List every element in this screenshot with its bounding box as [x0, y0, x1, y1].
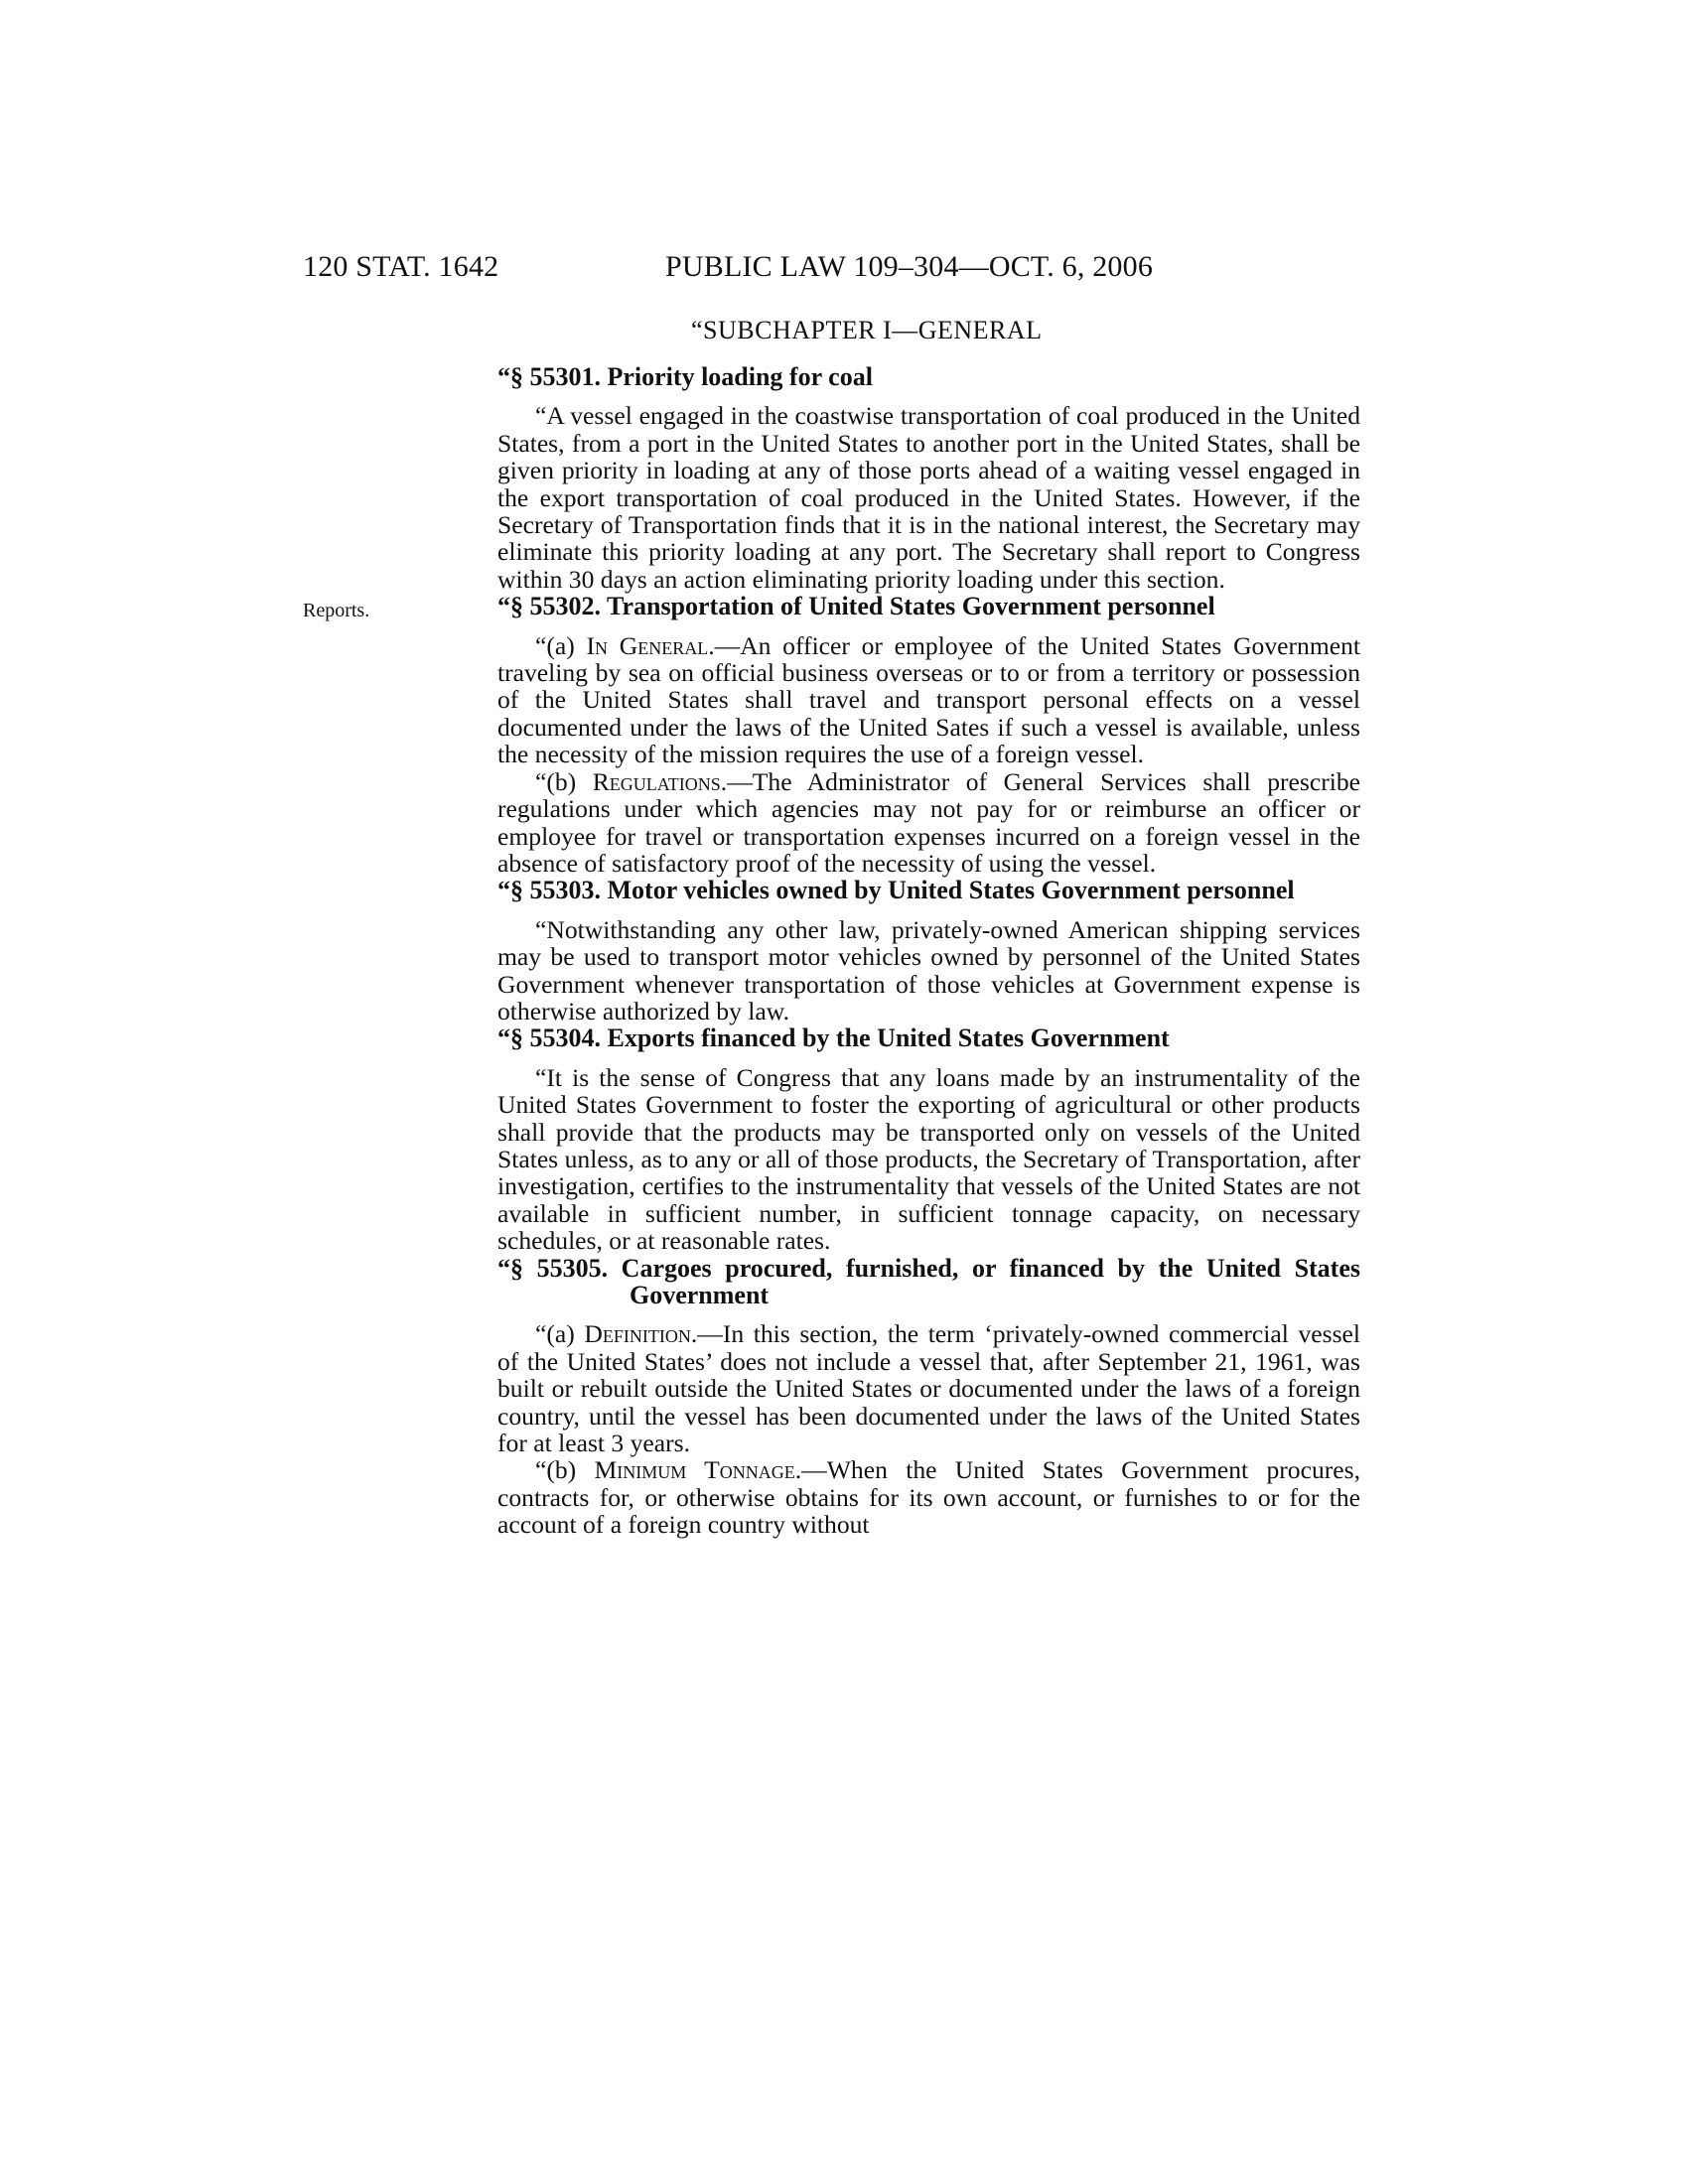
body-text [497, 363, 1360, 1539]
paragraph-lead: “(a) [535, 630, 587, 660]
paragraph-heading: Regulations [592, 766, 721, 796]
section-paragraph: “A vessel engaged in the coastwise transportation of coal produced in the United States, from a port in the United States to another port in the United States, shall be given priority in loading at any of those ports ahead of a waiting vessel engaged in the export transportation of coal produced in the United States. However, if the Secretary of Transportation finds that it is in the national interest, the Secretary may eliminate this priority loading at any port. The Secretary shall report to Congress within 30 days an action eliminating priority loading under this section. [497, 401, 1360, 594]
section-paragraph: “Notwithstanding any other law, privately-owned American shipping services may be used to transport motor vehicles owned by personnel of the United States Government whenever transportation of those vehicles at Government expense is otherwise authorized by law. [497, 914, 1360, 1025]
paragraph-heading: In General [586, 630, 709, 660]
section-title: “§ 55304. Exports financed by the United States Government [497, 1024, 1170, 1053]
section-55303 [497, 877, 1360, 1024]
paragraph-text: .—An officer or employee of the United States Government traveling by sea on official business overseas or to or from a territory or possession of the United States shall travel and transport personal effects on a vessel documented under the laws of the United Sates if such a vessel is available, unless the necessity of the mission requires the use of a foreign vessel. [497, 630, 1361, 769]
section-title: “§ 55303. Motor vehicles owned by United States Government personnel [497, 876, 1295, 905]
section-paragraph [497, 1320, 1360, 1456]
section-55305 [497, 1255, 1360, 1539]
section-title: “§ 55302. Transportation of United States Government personnel [497, 592, 1215, 621]
subchapter-heading: “SUBCHAPTER I—GENERAL [691, 316, 1043, 344]
paragraph-heading: Minimum Tonnage [594, 1455, 795, 1485]
section-title: “§ 55301. Priority loading for coal [497, 362, 873, 391]
section-55301 [497, 363, 1360, 593]
section-paragraph [497, 632, 1360, 768]
section-title: “§ 55305. Cargoes procured, furnished, or financed by the United States Government [497, 1253, 1360, 1309]
section-paragraph [497, 768, 1360, 878]
paragraph-lead: “(b) [535, 766, 593, 796]
paragraph-text: .—In this section, the term ‘privately-owned commercial vessel of the United States’ does not include a vessel that, after September 21, 1961, was built or rebuilt outside the United States or documented under the laws of a foreign country, until the vessel has been documented under the laws of the United States for at least 3 years. [497, 1319, 1360, 1458]
running-header: PUBLIC LAW 109–304—OCT. 6, 2006 [665, 250, 1154, 283]
stat-reference: 120 STAT. 1642 [303, 250, 499, 283]
section-paragraph [497, 1456, 1360, 1538]
paragraph-lead: “(a) [535, 1319, 585, 1349]
paragraph-text: .—When the United States Government procures, contracts for, or otherwise obtains for its own account, or furnishes to or for the account of a foreign country without [497, 1455, 1360, 1540]
paragraph-heading: Definition [584, 1319, 691, 1349]
margin-note: Reports. [303, 600, 370, 621]
section-paragraph: “It is the sense of Congress that any loans made by an instrumentality of the United States Government to foster the exporting of agricultural or other products shall provide that the products may be transported only on vessels of the United States unless, as to any or all of those products, the Secretary of Transportation, after investigation, certifies to the instrumentality that vessels of the United States are not available in sufficient number, in sufficient tonnage capacity, on necessary schedules, or at reasonable rates. [497, 1062, 1360, 1256]
section-55302 [497, 593, 1360, 877]
paragraph-text: .—The Administrator of General Services shall prescribe regulations under which agencies may not pay for or reimburse an officer or employee for travel or transportation expenses incurred on a foreign vessel in the absence of satisfactory proof of the necessity of using the vessel. [497, 766, 1361, 878]
paragraph-lead: “(b) [535, 1455, 595, 1485]
section-55304 [497, 1024, 1360, 1254]
